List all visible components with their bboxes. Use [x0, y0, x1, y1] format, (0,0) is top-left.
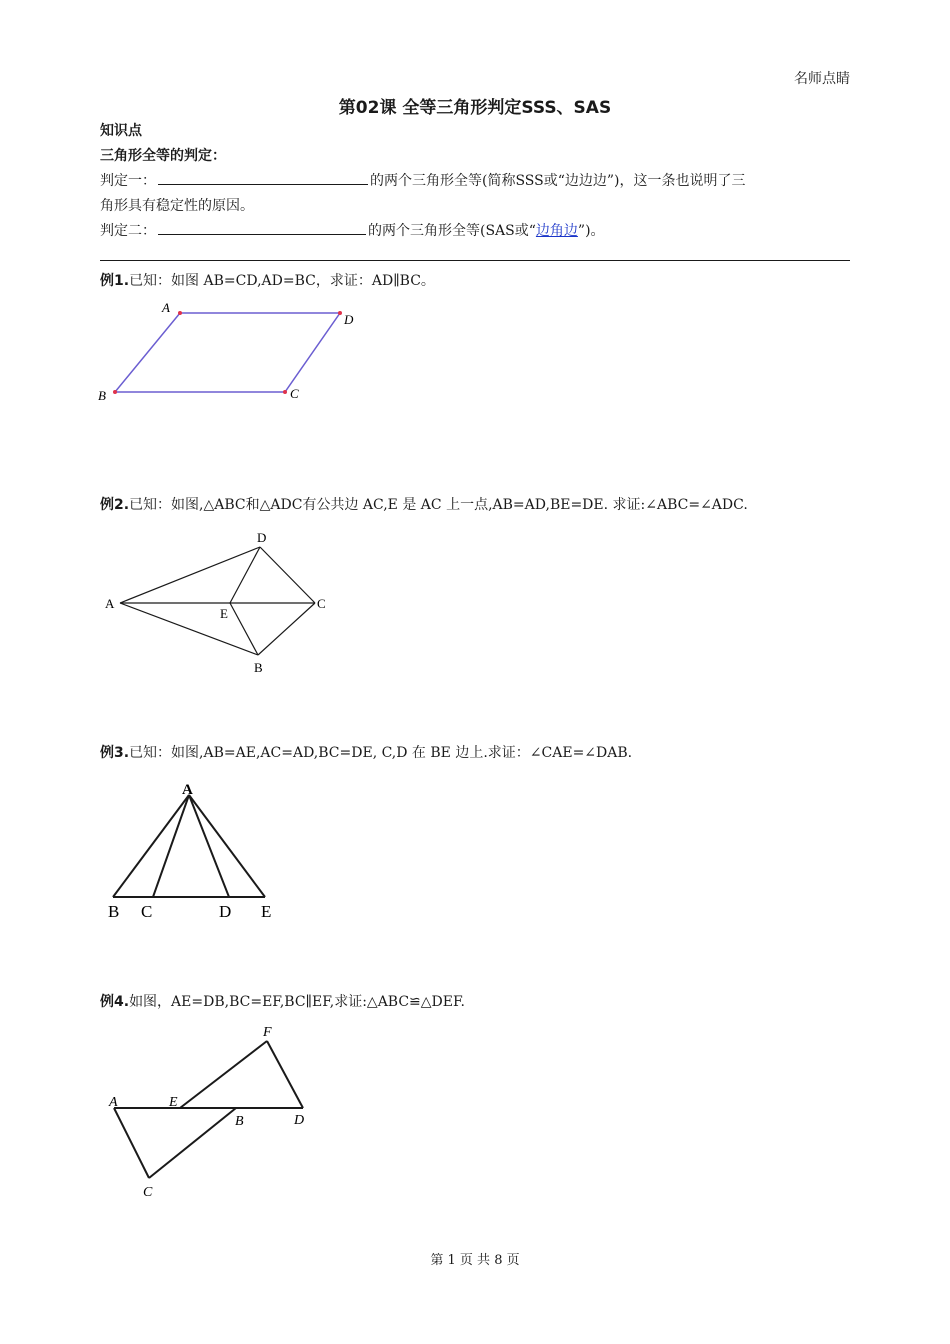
label-a: A — [105, 596, 115, 611]
header-note: 名师点睛 — [794, 71, 850, 87]
example-1-figure — [95, 295, 375, 410]
label-c: C — [290, 386, 299, 401]
example-4-text: 如图，AE=DB,BC=EF,BC∥EF,求证:△ABC≌△DEF. — [129, 994, 465, 1010]
segment-de — [230, 547, 260, 603]
example-2-label: 例2. — [100, 497, 130, 513]
point-a-dot — [178, 311, 182, 315]
label-e: E — [220, 606, 228, 621]
example-4-label: 例4. — [100, 994, 130, 1010]
label-b: B — [108, 902, 120, 921]
point-b-dot — [113, 390, 117, 394]
rule-1-prefix: 判定一： — [100, 173, 156, 189]
parallelogram-abcd — [115, 313, 340, 392]
rule-2-line — [100, 220, 605, 240]
page-title: 第02课 全等三角形判定SSS、SAS — [338, 98, 612, 118]
point-d-dot — [338, 311, 342, 315]
segment-ab — [113, 795, 189, 897]
label-d: D — [219, 902, 232, 921]
label-c: C — [143, 1185, 153, 1200]
segment-fd — [267, 1041, 303, 1108]
rule-2-blank[interactable] — [158, 220, 366, 235]
example-3-text: 已知：如图,AB=AE,AC=AD,BC=DE, C,D 在 BE 边上.求证：∠CAE=∠DAB. — [129, 745, 633, 761]
segment-ab — [120, 603, 258, 655]
rule-2-link[interactable]: 边角边 — [535, 223, 578, 239]
segment-ae — [189, 795, 265, 897]
label-f: F — [263, 1025, 272, 1040]
rule-1-suffix: 的两个三角形全等(简称SSS或“边边边”)，这一条也说明了三 — [370, 173, 746, 189]
section-divider — [100, 260, 850, 261]
segment-ac — [153, 795, 189, 897]
knowledge-heading: 知识点 — [100, 123, 142, 139]
label-b: B — [254, 660, 263, 675]
label-a: A — [182, 782, 193, 798]
label-e: E — [169, 1095, 178, 1110]
example-2 — [100, 494, 748, 514]
rule-2-suffix: ”)。 — [577, 223, 605, 239]
segment-ac — [114, 1108, 149, 1178]
example-1-text: 已知：如图 AB=CD,AD=BC，求证：AD∥BC。 — [129, 273, 435, 289]
example-1 — [100, 270, 435, 290]
rule-2-prefix: 判定二： — [100, 223, 156, 239]
example-3 — [100, 742, 632, 762]
rule-1-line — [100, 170, 746, 190]
label-a: A — [162, 300, 170, 315]
segment-bc — [258, 603, 315, 655]
segment-be — [230, 603, 258, 655]
label-c: C — [141, 902, 153, 921]
rule-1-blank[interactable] — [158, 170, 368, 185]
example-4 — [100, 991, 465, 1011]
label-e: E — [261, 902, 272, 921]
segment-dc — [260, 547, 315, 603]
example-3-figure — [105, 775, 285, 925]
example-2-text: 已知：如图,△ABC和△ADC有公共边 AC,E 是 AC 上一点,AB=AD,BE=DE. 求证:∠ABC=∠ADC. — [129, 497, 748, 513]
segment-ad — [189, 795, 229, 897]
rule-1-continuation: 角形具有稳定性的原因。 — [100, 198, 254, 214]
label-d: D — [257, 530, 267, 545]
point-c-dot — [283, 390, 287, 394]
page-footer: 第 1 页 共 8 页 — [430, 1253, 520, 1268]
label-c: C — [317, 596, 326, 611]
knowledge-subheading: 三角形全等的判定： — [100, 148, 226, 164]
segment-cb — [149, 1108, 236, 1178]
label-b: B — [235, 1114, 244, 1129]
example-3-label: 例3. — [100, 745, 130, 761]
example-4-figure — [100, 1020, 330, 1205]
segment-ef — [180, 1041, 267, 1108]
example-1-label: 例1. — [100, 273, 130, 289]
example-2-figure — [100, 525, 340, 680]
label-a: A — [109, 1095, 118, 1110]
label-b: B — [98, 388, 106, 403]
label-d: D — [294, 1113, 305, 1128]
rule-2-mid: 的两个三角形全等(SAS或“ — [368, 223, 536, 239]
label-d: D — [344, 312, 354, 327]
segment-ad — [120, 547, 260, 603]
